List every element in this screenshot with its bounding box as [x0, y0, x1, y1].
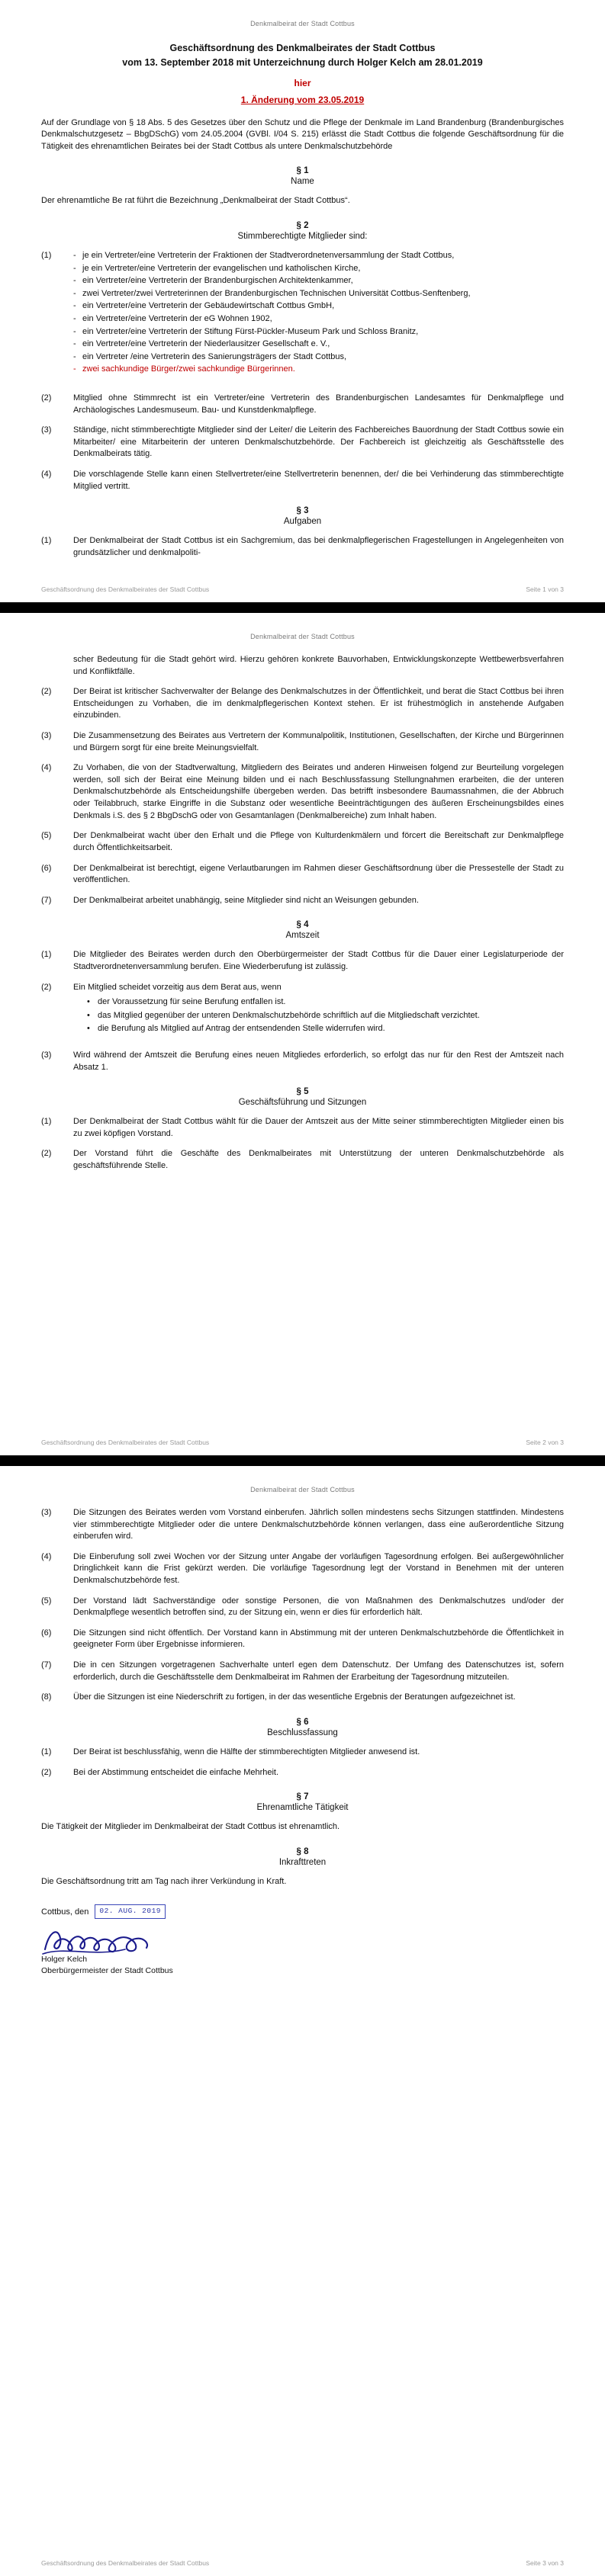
clause-text: Der Denkmalbeirat arbeitet unabhängig, seine Mitglieder sind nicht an Weisungen gebunden.	[73, 895, 419, 905]
document-page-1	[0, 0, 605, 602]
hier-label: hier	[294, 77, 311, 88]
running-header: Denkmalbeirat der Stadt Cottbus	[250, 1486, 355, 1493]
clause-lead: Ein Mitglied scheidet vorzeitig aus dem Berat aus, wenn	[73, 982, 282, 992]
footer-right: Seite 2 von 3	[526, 1439, 564, 1446]
clause-number: (2)	[41, 687, 52, 697]
clause	[41, 730, 564, 754]
clause-text: Die Sitzungen sind nicht öffentlich. Der Vorstand kann in Abstimmung mit der unteren Denkmalschutzbehörde die Öffentlichkeit in geeigneter Form über Ergebnisse informieren.	[73, 1628, 564, 1650]
clause-continuation	[41, 654, 564, 678]
clause-number: (1)	[41, 250, 52, 260]
clause-text: Der Beirat ist beschlussfähig, wenn die Hälfte der stimmberechtigten Mitglieder anwesend ist.	[73, 1747, 420, 1756]
page-separator	[0, 1455, 605, 1466]
page-footer	[41, 2559, 564, 2567]
section-8-name: Inkrafttreten	[278, 1857, 327, 1867]
clause	[41, 393, 564, 416]
section-4-name: Amtszeit	[285, 931, 320, 941]
clause-text: Der Beirat ist kritischer Sachverwalter der Belange des Denkmalschutzes in der Öffentlichkeit, und berat die Stact Cottbus bei ihren Entscheidungen zu Vorhaben, die im denkmalpflegerischen Kontext stehen. Er ist frühestmöglich in anstehende Aufgaben einzubinden.	[73, 687, 564, 720]
list-item: • die Berufung als Mitglied auf Antrag der entsendenden Stelle widerrufen wird.	[87, 1023, 564, 1035]
signature-block	[41, 1904, 564, 1978]
bullet-list	[87, 996, 564, 1035]
member-list	[73, 250, 564, 376]
running-header: Denkmalbeirat der Stadt Cottbus	[250, 633, 355, 640]
footer-right: Seite 3 von 3	[526, 2559, 564, 2567]
clause	[41, 1116, 564, 1140]
clause	[41, 830, 564, 854]
section-7-name: Ehrenamtliche Tätigkeit	[256, 1803, 349, 1813]
page-footer	[41, 1439, 564, 1446]
clause-text: Die Sitzungen des Beirates werden vom Vorstand einberufen. Jährlich sollen mindestens sechs Sitzungen stattfinden. Mindestens vier stimmberechtigte Mitglieder oder die untere Denkmalschutzbehörde können verlangen, dass eine außerordentliche Sitzung einberufen wird.	[73, 1508, 564, 1541]
clause	[41, 535, 564, 559]
signature-date-line	[41, 1904, 564, 1918]
page-footer	[41, 585, 564, 593]
date-stamp: 02. AUG. 2019	[95, 1904, 166, 1918]
clause	[41, 1767, 564, 1779]
clause-text: Der Vorstand führt die Geschäfte des Denkmalbeirates mit Unterstützung der unteren Denkmalschutzbehörde als geschäftsführende Stelle.	[73, 1149, 564, 1171]
clause-number: (5)	[41, 1596, 52, 1606]
clause	[41, 982, 564, 1041]
footer-right: Seite 1 von 3	[526, 585, 564, 593]
clause-text: Wird während der Amtszeit die Berufung eines neuen Mitgliedes erforderlich, so erfolgt das nur für den Rest der Amtszeit nach Absatz 1.	[73, 1051, 564, 1072]
list-item: - ein Vertreter/eine Vertreterin der eG Wohnen 1902,	[73, 313, 564, 326]
clause-number: (7)	[41, 1660, 52, 1670]
list-item-amended: - zwei sachkundige Bürger/zwei sachkundige Bürgerinnen.	[73, 364, 564, 376]
section-1-number: § 1	[296, 166, 309, 176]
clause-text: Die in cen Sitzungen vorgetragenen Sachverhalte unterl egen dem Datenschutz. Der Umfang des Datenschutzes ist, sofern erforderlich, durch die Geschäftsstelle dem Denkmalbeirat im Rahmen der Erarbeitung der Tagesordnung mitzuteilen.	[73, 1660, 564, 1682]
clause	[41, 1747, 564, 1759]
section-6-name: Beschlussfassung	[267, 1727, 338, 1737]
list-item: - ein Vertreter/eine Vertreterin der Stiftung Fürst-Pückler-Museum Park und Schloss Branitz,	[73, 326, 564, 338]
document-page-2	[0, 613, 605, 1455]
list-item: - ein Vertreter/eine Vertreterin der Brandenburgischen Architektenkammer,	[73, 275, 564, 287]
clause-text: Der Vorstand lädt Sachverständige oder sonstige Personen, die von Maßnahmen des Denkmalschutzes und/oder der Denkmalpflege wesentlich betroffen sind, zu der Sitzung ein, wenn er dies für erforderlich hält.	[73, 1596, 564, 1618]
clause-number: (1)	[41, 950, 52, 960]
clause-text: Über die Sitzungen ist eine Niederschrift zu fortigen, in der das wesentliche Ergebnis der Beratungen aufgezeichnet ist.	[73, 1692, 516, 1702]
clause-number: (3)	[41, 1051, 52, 1060]
clause	[41, 1148, 564, 1172]
clause-number: (4)	[41, 470, 52, 480]
clause-number: (6)	[41, 863, 52, 873]
clause-number: (6)	[41, 1628, 52, 1638]
clause	[41, 949, 564, 973]
clause-number: (2)	[41, 393, 52, 403]
amendment-label: 1. Änderung vom 23.05.2019	[240, 94, 365, 105]
section-1-text: Der ehrenamtliche Be rat führt die Bezeichnung „Denkmalbeirat der Stadt Cottbus“.	[41, 196, 350, 206]
clause-number: (7)	[41, 895, 52, 905]
section-2-number: § 2	[296, 220, 309, 230]
clause-text: Der Denkmalbeirat der Stadt Cottbus ist ein Sachgremium, das bei denkmalpflegerischen Fragestellungen in Angelegenheiten von grundsätzlicher und denkmalpoliti-	[73, 536, 564, 557]
document-title: Geschäftsordnung des Denkmalbeirates der Stadt Cottbus	[169, 43, 436, 53]
clause-text: Die Zusammensetzung des Beirates aus Vertretern der Kommunalpolitik, Institutionen, Gesellschaften, der Kirche und Bürgerinnen und Bürgern sorgt für eine breite Meinungsvielfalt.	[73, 731, 564, 752]
clause-text: Ständige, nicht stimmberechtigte Mitglieder sind der Leiter/ die Leiterin des Fachbereiches Bauordnung der Stadt Cottbus sowie ein Mitarbeiter/ eine Mitarbeiterin der unteren Denkmalschutzbehörde. Der Fachbereich ist gleichzeitig als Geschäftsstelle des Denkmalbeirats tätig.	[73, 425, 564, 459]
clause-number: (3)	[41, 731, 52, 741]
clause-number: (1)	[41, 1117, 52, 1127]
section-7-text: Die Tätigkeit der Mitglieder im Denkmalbeirat der Stadt Cottbus ist ehrenamtlich.	[41, 1822, 340, 1832]
clause-text	[73, 250, 564, 384]
clause-number: (3)	[41, 425, 52, 435]
clause	[41, 250, 564, 384]
clause-text: scher Bedeutung für die Stadt gehört wird. Hierzu gehören konkrete Bauvorhaben, Entwicklungskonzepte Wettbewerbsverfahren und Konfliktfälle.	[73, 655, 564, 676]
clause-text: Die vorschlagende Stelle kann einen Stellvertreter/eine Stellvertreterin benennen, der/ die bei Verhinderung das stimmberechtigte Mitglied vertritt.	[73, 470, 564, 491]
clause-number: (2)	[41, 1149, 52, 1159]
clause-number: (5)	[41, 831, 52, 841]
clause	[41, 1692, 564, 1704]
section-4-number: § 4	[296, 920, 309, 930]
clause-text: Die Einberufung soll zwei Wochen vor der Sitzung unter Angabe der vorläufigen Tagesordnung erfolgen. Bei außergewöhnlicher Dringlichkeit kann die Frist gekürzt werden. Die vorläufige Tagesordnung legt der Vorstand in Benehmen mit der unteren Denkmalschutzbehörde fest.	[73, 1551, 564, 1586]
page-separator	[0, 602, 605, 613]
clause-number: (1)	[41, 536, 52, 546]
footer-left: Geschäftsordnung des Denkmalbeirates der Stadt Cottbus	[41, 1439, 210, 1446]
clause-text: Bei der Abstimmung entscheidet die einfache Mehrheit.	[73, 1767, 279, 1777]
clause	[41, 1660, 564, 1683]
list-item: • das Mitglied gegenüber der unteren Denkmalschutzbehörde schriftlich auf die Mitgliedschaft verzichtet.	[87, 1010, 564, 1022]
clause	[41, 1628, 564, 1651]
clause-text: Zu Vorhaben, die von der Stadtverwaltung, Mitgliedern des Beirates und anderen Hinweisen folgend zur Beurteilung vorgelegen werden, soll sich der Beirat eine Meinung bilden und ei nach Beschlussfassung Stellungnahmen erarbeiten, die der unteren Denkmalschutzbehörde als Entscheidungshilfe übergeben werden. Das betrifft insbesondere Baumassnahmen, die der Abbruch oder Teilabbruch, starke Eingriffe in die Substanz oder wesentliche Beeinträchtigungen des äußeren Erscheinungsbildes eines Denkmals i.S. des § 2 BbgDschG oder von Gesamtanlagen (Denkmalbereiche) zum Inhalt haben.	[73, 763, 564, 820]
clause-number: (4)	[41, 1551, 52, 1561]
clause	[41, 469, 564, 492]
clause	[41, 1596, 564, 1619]
clause	[41, 1507, 564, 1543]
list-item: - je ein Vertreter/eine Vertreterin der evangelischen und katholischen Kirche,	[73, 263, 564, 275]
list-item: - ein Vertreter /eine Vertreterin des Sanierungsträgers der Stadt Cottbus,	[73, 351, 564, 364]
list-item: • der Voraussetzung für seine Berufung entfallen ist.	[87, 996, 564, 1009]
clause-number: (8)	[41, 1692, 52, 1702]
list-item: - ein Vertreter/eine Vertreterin der Niederlausitzer Gesellschaft e. V.,	[73, 338, 564, 351]
clause	[41, 1050, 564, 1073]
signer-role: Oberbürgermeister der Stadt Cottbus	[41, 1966, 173, 1976]
footer-left: Geschäftsordnung des Denkmalbeirates der Stadt Cottbus	[41, 585, 210, 593]
clause-number: (2)	[41, 1767, 52, 1777]
running-header: Denkmalbeirat der Stadt Cottbus	[250, 20, 355, 27]
section-7-number: § 7	[296, 1792, 309, 1802]
clause-text	[73, 982, 564, 1041]
section-5-name: Geschäftsführung und Sitzungen	[238, 1098, 367, 1108]
clause-number: (4)	[41, 763, 52, 773]
list-item: - je ein Vertreter/eine Vertreterin der Fraktionen der Stadtverordnetenversammlung der Stadt Cottbus,	[73, 250, 564, 262]
list-item: - ein Vertreter/eine Vertreterin der Gebäudewirtschaft Cottbus GmbH,	[73, 300, 564, 313]
section-8-number: § 8	[296, 1846, 309, 1856]
clause-text: Der Denkmalbeirat der Stadt Cottbus wählt für die Dauer der Amtszeit aus der Mitte seiner stimmberechtigten Mitglieder einen bis zu zwei köpfigen Vorstand.	[73, 1117, 564, 1138]
section-3-name: Aufgaben	[283, 517, 322, 527]
clause-text: Der Denkmalbeirat ist berechtigt, eigene Verlautbarungen im Rahmen dieser Geschäftsordnung über die Pressestelle der Stadt zu veröffentlichen.	[73, 863, 564, 885]
clause-text: Mitglied ohne Stimmrecht ist ein Vertreter/eine Vertreterin des Brandenburgischen Landesamtes für Denkmalpflege und Archäologisches Landesmuseum. Bau- und Kunstdenkmalpflege.	[73, 393, 564, 415]
section-3-number: § 3	[296, 506, 309, 516]
clause-number: (1)	[41, 1747, 52, 1756]
clause	[41, 686, 564, 722]
section-2-name: Stimmberechtigte Mitglieder sind:	[237, 231, 368, 241]
document-subtitle: vom 13. September 2018 mit Unterzeichnung durch Holger Kelch am 28.01.2019	[122, 56, 483, 68]
clause	[41, 895, 564, 907]
section-6-number: § 6	[296, 1717, 309, 1727]
clause-number: (2)	[41, 982, 52, 992]
preamble: Auf der Grundlage von § 18 Abs. 5 des Gesetzes über den Schutz und die Pflege der Denkmale im Land Brandenburg (Brandenburgisches Denkmalschutzgesetz – BbgDSchG) vom 24.05.2004 (GVBl. I/04 S. 215) erlässt die Stadt Cottbus die folgende Geschäftsordnung für die Tätigkeit des ehrenamtlichen Beirates bei der Stadt Cottbus als untere Denkmalschutzbehörde	[41, 117, 564, 151]
clause	[41, 762, 564, 822]
section-1-name: Name	[291, 177, 314, 187]
section-8-text: Die Geschäftsordnung tritt am Tag nach ihrer Verkündung in Kraft.	[41, 1876, 287, 1886]
clause-number: (3)	[41, 1508, 52, 1517]
list-item: - zwei Vertreter/zwei Vertreterinnen der Brandenburgischen Technischen Universität Cottbus-Senftenberg,	[73, 288, 564, 300]
clause	[41, 425, 564, 460]
signer-name: Holger Kelch	[41, 1954, 88, 1964]
footer-left: Geschäftsordnung des Denkmalbeirates der Stadt Cottbus	[41, 2559, 210, 2567]
document-page-3	[0, 1466, 605, 2576]
clause-text: Der Denkmalbeirat wacht über den Erhalt und die Pflege von Kulturdenkmälern und förcert die Bereitschaft zur Denkmalpflege durch Öffentlichkeitsarbeit.	[73, 831, 564, 852]
section-5-number: § 5	[296, 1087, 309, 1097]
clause-text: Die Mitglieder des Beirates werden durch den Oberbürgermeister der Stadt Cottbus für die Dauer einer Legislaturperiode der Stadtverordnetenversammlung berufen. Eine Wiederberufung ist zulässig.	[73, 950, 564, 971]
clause	[41, 1551, 564, 1587]
signature-place: Cottbus, den	[41, 1907, 89, 1917]
handwritten-signature	[41, 1923, 156, 1957]
clause	[41, 863, 564, 887]
